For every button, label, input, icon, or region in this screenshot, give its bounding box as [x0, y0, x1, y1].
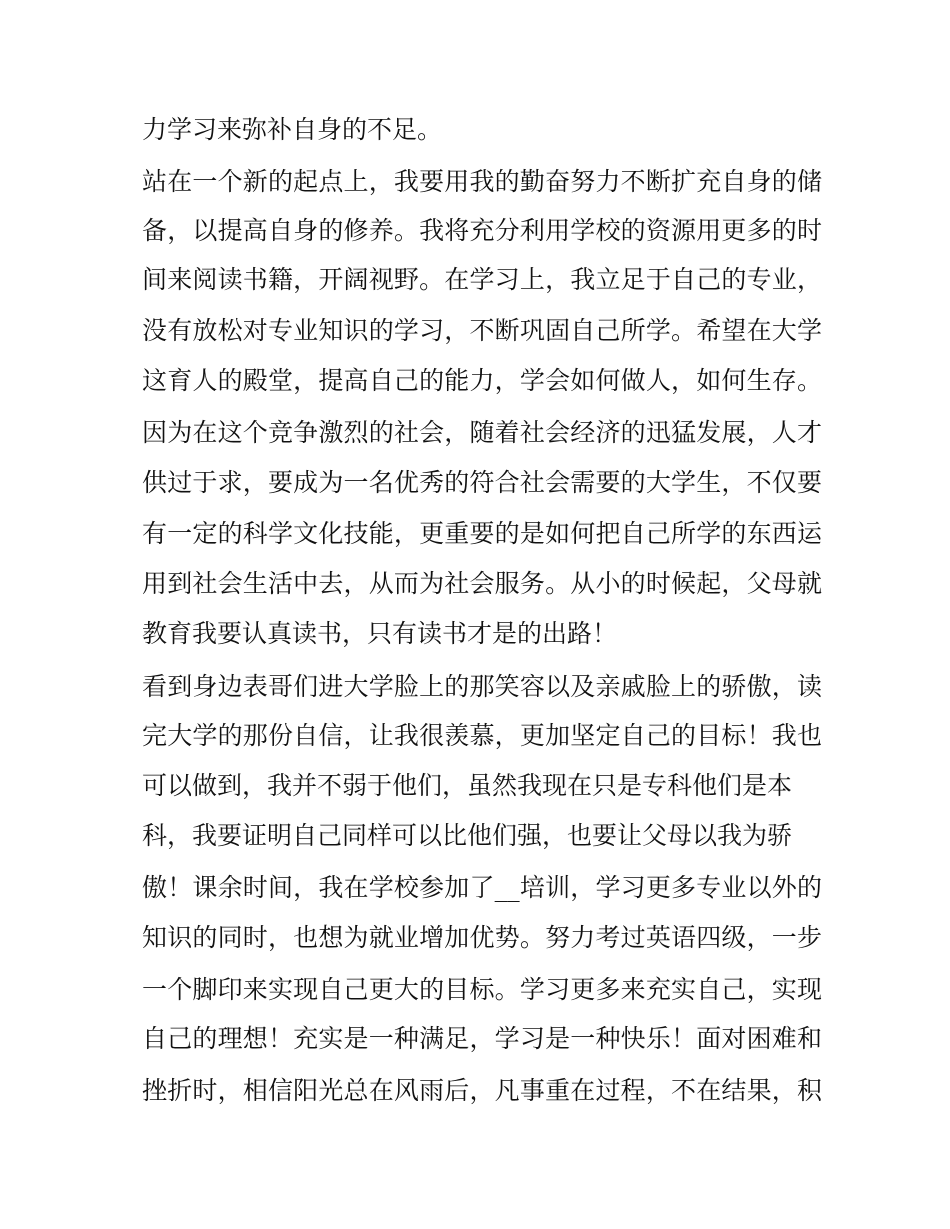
text-line: 完大学的那份自信，让我很羡慕，更加坚定自己的目标！我也	[142, 721, 822, 750]
text-line: 供过于求，要成为一名优秀的符合社会需要的大学生，不仅要	[142, 468, 822, 497]
text-line: 可以做到，我并不弱于他们，虽然我现在只是专科他们是本	[142, 771, 793, 800]
text-line: 力学习来弥补自身的不足。	[142, 115, 443, 144]
text-line: 傲！课余时间，我在学校参加了__培训，学习更多专业以外的	[142, 873, 822, 902]
text-line: 这育人的殿堂，提高自己的能力，学会如何做人，如何生存。	[142, 366, 822, 395]
text-line: 教育我要认真读书，只有读书才是的出路！	[142, 619, 618, 648]
text-line: 站在一个新的起点上，我要用我的勤奋努力不断扩充自身的储	[142, 167, 822, 196]
text-line: 备，以提高自身的修养。我将充分利用学校的资源用更多的时	[142, 216, 822, 245]
text-line: 一个脚印来实现自己更大的目标。学习更多来充实自己，实现	[142, 975, 822, 1004]
text-line: 没有放松对专业知识的学习，不断巩固自己所学。希望在大学	[142, 316, 822, 345]
text-line: 间来阅读书籍，开阔视野。在学习上，我立足于自己的专业，	[142, 265, 822, 294]
text-line: 看到身边表哥们进大学脸上的那笑容以及亲戚脸上的骄傲，读	[142, 672, 822, 701]
text-line: 科，我要证明自己同样可以比他们强，也要让父母以我为骄	[142, 821, 793, 850]
text-line: 自己的理想！充实是一种满足，学习是一种快乐！面对困难和	[142, 1024, 822, 1053]
text-line: 因为在这个竞争激烈的社会，随着社会经济的迅猛发展，人才	[142, 418, 822, 447]
text-line: 有一定的科学文化技能，更重要的是如何把自己所学的东西运	[142, 519, 822, 548]
text-line: 挫折时，相信阳光总在风雨后，凡事重在过程，不在结果，积	[142, 1076, 822, 1105]
text-line: 知识的同时，也想为就业增加优势。努力考过英语四级，一步	[142, 923, 822, 952]
text-line: 用到社会生活中去，从而为社会服务。从小的时候起，父母就	[142, 569, 822, 598]
